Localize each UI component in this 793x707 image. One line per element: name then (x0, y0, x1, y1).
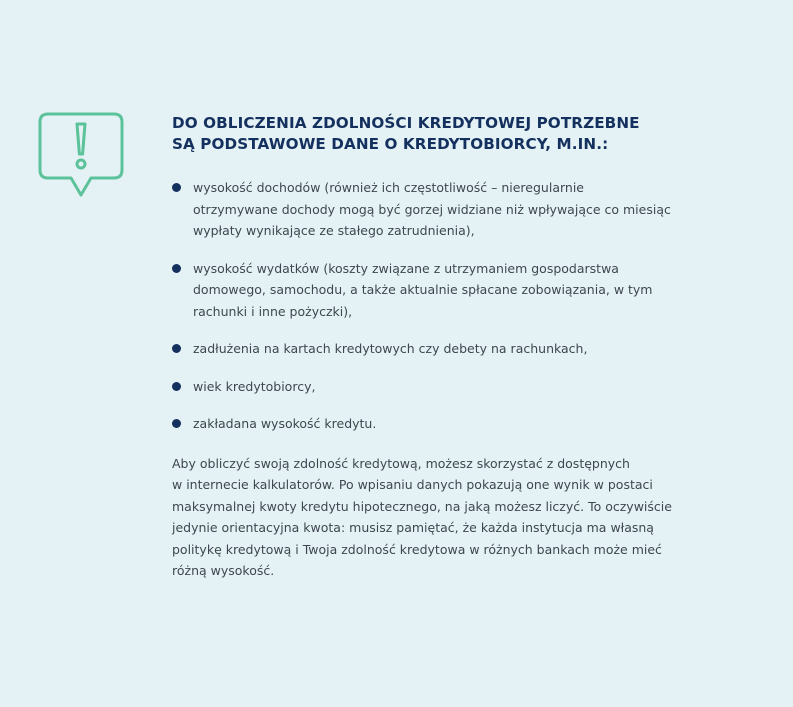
list-item-text: domowego, samochodu, a także aktualnie spłacane zobowiązania, w tym (193, 282, 653, 297)
list-item-text: wiek kredytobiorcy, (193, 378, 316, 394)
title-line: DO OBLICZENIA ZDOLNOŚCI KREDYTOWEJ POTRZEBNE (172, 114, 640, 132)
paragraph-line: jedynie orientacyjna kwota: musisz pamiętać, że każda instytucja ma własną (172, 520, 654, 535)
paragraph-line: różną wysokość. (172, 563, 275, 578)
paragraph-line: maksymalnej kwoty kredytu hipotecznego, na jaką możesz liczyć. To oczywiście (172, 498, 672, 514)
list-item-expenses (172, 258, 672, 323)
list-item-text: zakładana wysokość kredytu. (193, 416, 377, 431)
list-item-text: rachunki i inne pożyczki), (193, 303, 353, 319)
list-item-text: wysokość wydatków (koszty związane z utrzymaniem gospodarstwa (193, 260, 619, 276)
list-item-text: otrzymywane dochody mogą być gorzej widziane niż wpływające co miesiąc (193, 201, 671, 217)
paragraph-line: w internecie kalkulatorów. Po wpisaniu danych pokazują one wynik w postaci (172, 477, 653, 492)
requirements-list (172, 177, 672, 435)
section-title (172, 113, 672, 155)
list-item-text: zadłużenia na kartach kredytowych czy debety na rachunkach, (193, 341, 588, 356)
calculator-paragraph (172, 453, 672, 582)
exclamation-speech-bubble-icon (38, 112, 124, 200)
list-item-income (172, 177, 672, 242)
list-item-age (172, 376, 672, 398)
list-item-text: wysokość dochodów (również ich częstotliwość – nieregularnie (193, 180, 584, 195)
paragraph-line: politykę kredytową i Twoja zdolność kredytowa w różnych bankach może mieć (172, 541, 662, 557)
list-item-debts (172, 338, 672, 360)
list-item-text: wypłaty wynikające ze stałego zatrudnienia), (193, 223, 475, 238)
info-content (172, 113, 672, 582)
paragraph-line: Aby obliczyć swoją zdolność kredytową, możesz skorzystać z dostępnych (172, 455, 630, 471)
list-item-loan-amount (172, 413, 672, 435)
title-line: SĄ PODSTAWOWE DANE O KREDYTOBIORCY, M.IN.: (172, 135, 609, 153)
